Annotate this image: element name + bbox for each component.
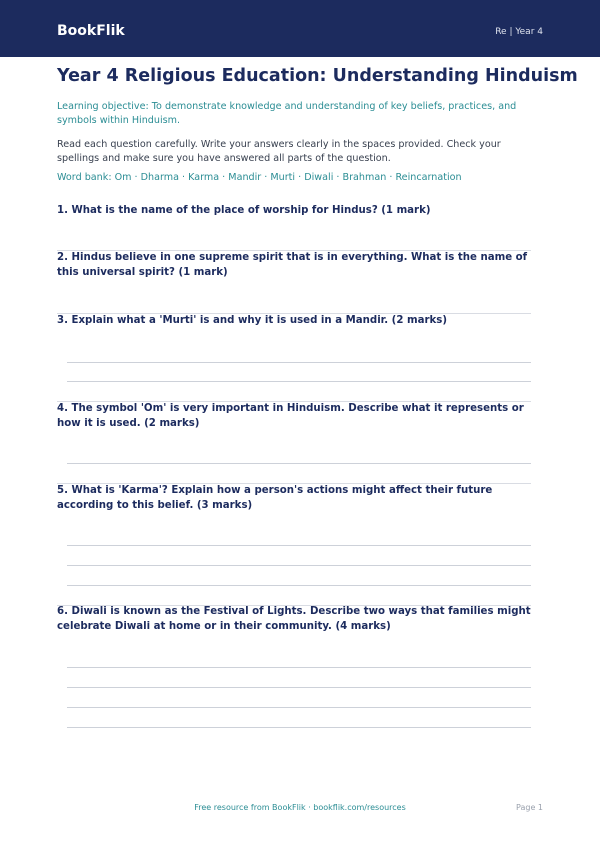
- answer-line[interactable]: [67, 727, 531, 728]
- question-2: 2. Hindus believe in one supreme spirit that is in everything. What is the name of this universal spirit? (1 mark): [57, 252, 528, 278]
- question-5: 5. What is 'Karma'? Explain how a person's actions might affect their future according to this belief. (3 marks): [57, 485, 493, 511]
- page-number: Page 1: [516, 803, 543, 812]
- word-bank: Word bank: Om · Dharma · Karma · Mandir · Murti · Diwali · Brahman · Reincarnation: [57, 172, 462, 183]
- answer-line[interactable]: [67, 687, 531, 688]
- header-meta: Re | Year 4: [495, 27, 543, 37]
- footer-link[interactable]: Free resource from BookFlik · bookflik.com/resources: [194, 803, 406, 812]
- answer-line[interactable]: [67, 667, 531, 668]
- answer-line[interactable]: [67, 707, 531, 708]
- page-header: [0, 0, 600, 57]
- page-title: Year 4 Religious Education: Understanding Hinduism: [57, 66, 578, 86]
- answer-line[interactable]: [67, 381, 531, 382]
- question-6: 6. Diwali is known as the Festival of Lights. Describe two ways that families might celebrate Diwali at home or in their community. (4 marks): [57, 606, 531, 632]
- question-4: 4. The symbol 'Om' is very important in Hinduism. Describe what it represents or how it is used. (2 marks): [57, 403, 524, 429]
- question-3: 3. Explain what a 'Murti' is and why it is used in a Mandir. (2 marks): [57, 315, 447, 326]
- instructions: Read each question carefully. Write your answers clearly in the spaces provided. Check your spellings and make sure you have answered all parts of the question.: [57, 139, 501, 164]
- brand-logo-text: BookFlik: [57, 23, 125, 39]
- answer-line[interactable]: [67, 463, 531, 464]
- answer-line[interactable]: [67, 585, 531, 586]
- answer-line[interactable]: [67, 565, 531, 566]
- learning-objective: Learning objective: To demonstrate knowledge and understanding of key beliefs, practices, and symbols within Hinduism.: [57, 101, 517, 126]
- answer-line[interactable]: [67, 362, 531, 363]
- question-1: 1. What is the name of the place of worship for Hindus? (1 mark): [57, 205, 431, 216]
- answer-line[interactable]: [67, 545, 531, 546]
